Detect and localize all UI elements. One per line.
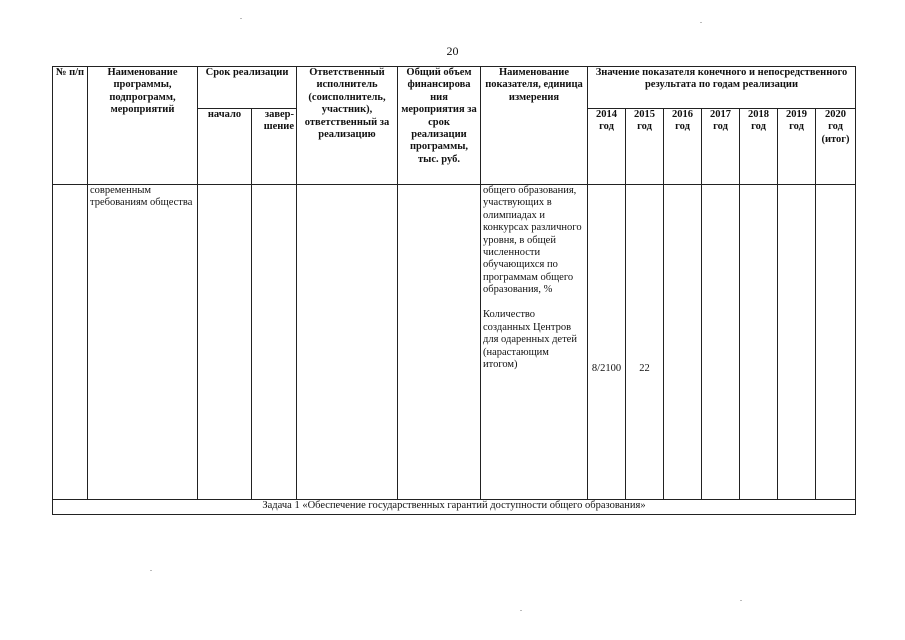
indicator-text-1: общего образования, участвующих в олимпиадах и конкурсах различного уровня, в общей численности обучающихся по программам общего образования, % [483,185,582,295]
header-program-name: Наименование программы, подпрограмм, мероприятий [88,67,198,185]
cell-value-2020 [816,185,856,500]
value-2014: 8/2100 [591,363,622,374]
cell-value-2018 [740,185,778,500]
task-title: Задача 1 «Обеспечение государственных гарантий доступности общего образования» [53,500,856,515]
header-period: Срок реализации [198,67,297,109]
scan-speck [150,570,152,571]
cell-value-2014 [588,185,626,500]
cell-number [53,185,88,500]
task-row [53,500,856,515]
header-funding: Общий объем финансирова ния мероприятия за срок реализации программы, тыс. руб. [398,67,481,185]
header-year-2016: 2016 год [664,109,702,185]
header-responsible: Ответственный исполнитель (соисполнитель, участник), ответственный за реализацию [297,67,398,185]
header-indicator: Наименование показателя, единица измерения [481,67,588,185]
cell-responsible [297,185,398,500]
scan-speck [700,22,702,23]
cell-indicator [481,185,588,500]
program-table-sheet [52,66,855,522]
cell-end [252,185,297,500]
header-year-2019: 2019 год [778,109,816,185]
cell-value-2015 [626,185,664,500]
program-indicators-table [52,66,856,515]
header-number: № п/п [53,67,88,185]
cell-value-2017 [702,185,740,500]
cell-funding [398,185,481,500]
header-values: Значение показателя конечного и непосредственного результата по годам реализации [588,67,856,109]
header-year-2014: 2014 год [588,109,626,185]
scan-speck [240,18,242,19]
page-number: 20 [446,44,459,58]
header-year-2018: 2018 год [740,109,778,185]
header-year-2017: 2017 год [702,109,740,185]
header-year-2020: 2020 год (итог) [816,109,856,185]
header-year-2015: 2015 год [626,109,664,185]
indicator-text-2: Количество созданных Центров для одаренных детей (нарастающим итогом) [483,309,577,370]
scan-speck [740,600,742,601]
table-row [53,185,856,500]
cell-value-2019 [778,185,816,500]
cell-program-name: современным требованиям общества [88,185,198,500]
scan-speck [520,610,522,611]
cell-start [198,185,252,500]
header-start: начало [198,109,252,185]
cell-value-2016 [664,185,702,500]
value-2015: 22 [639,363,650,374]
header-end: завер-шение [252,109,297,185]
